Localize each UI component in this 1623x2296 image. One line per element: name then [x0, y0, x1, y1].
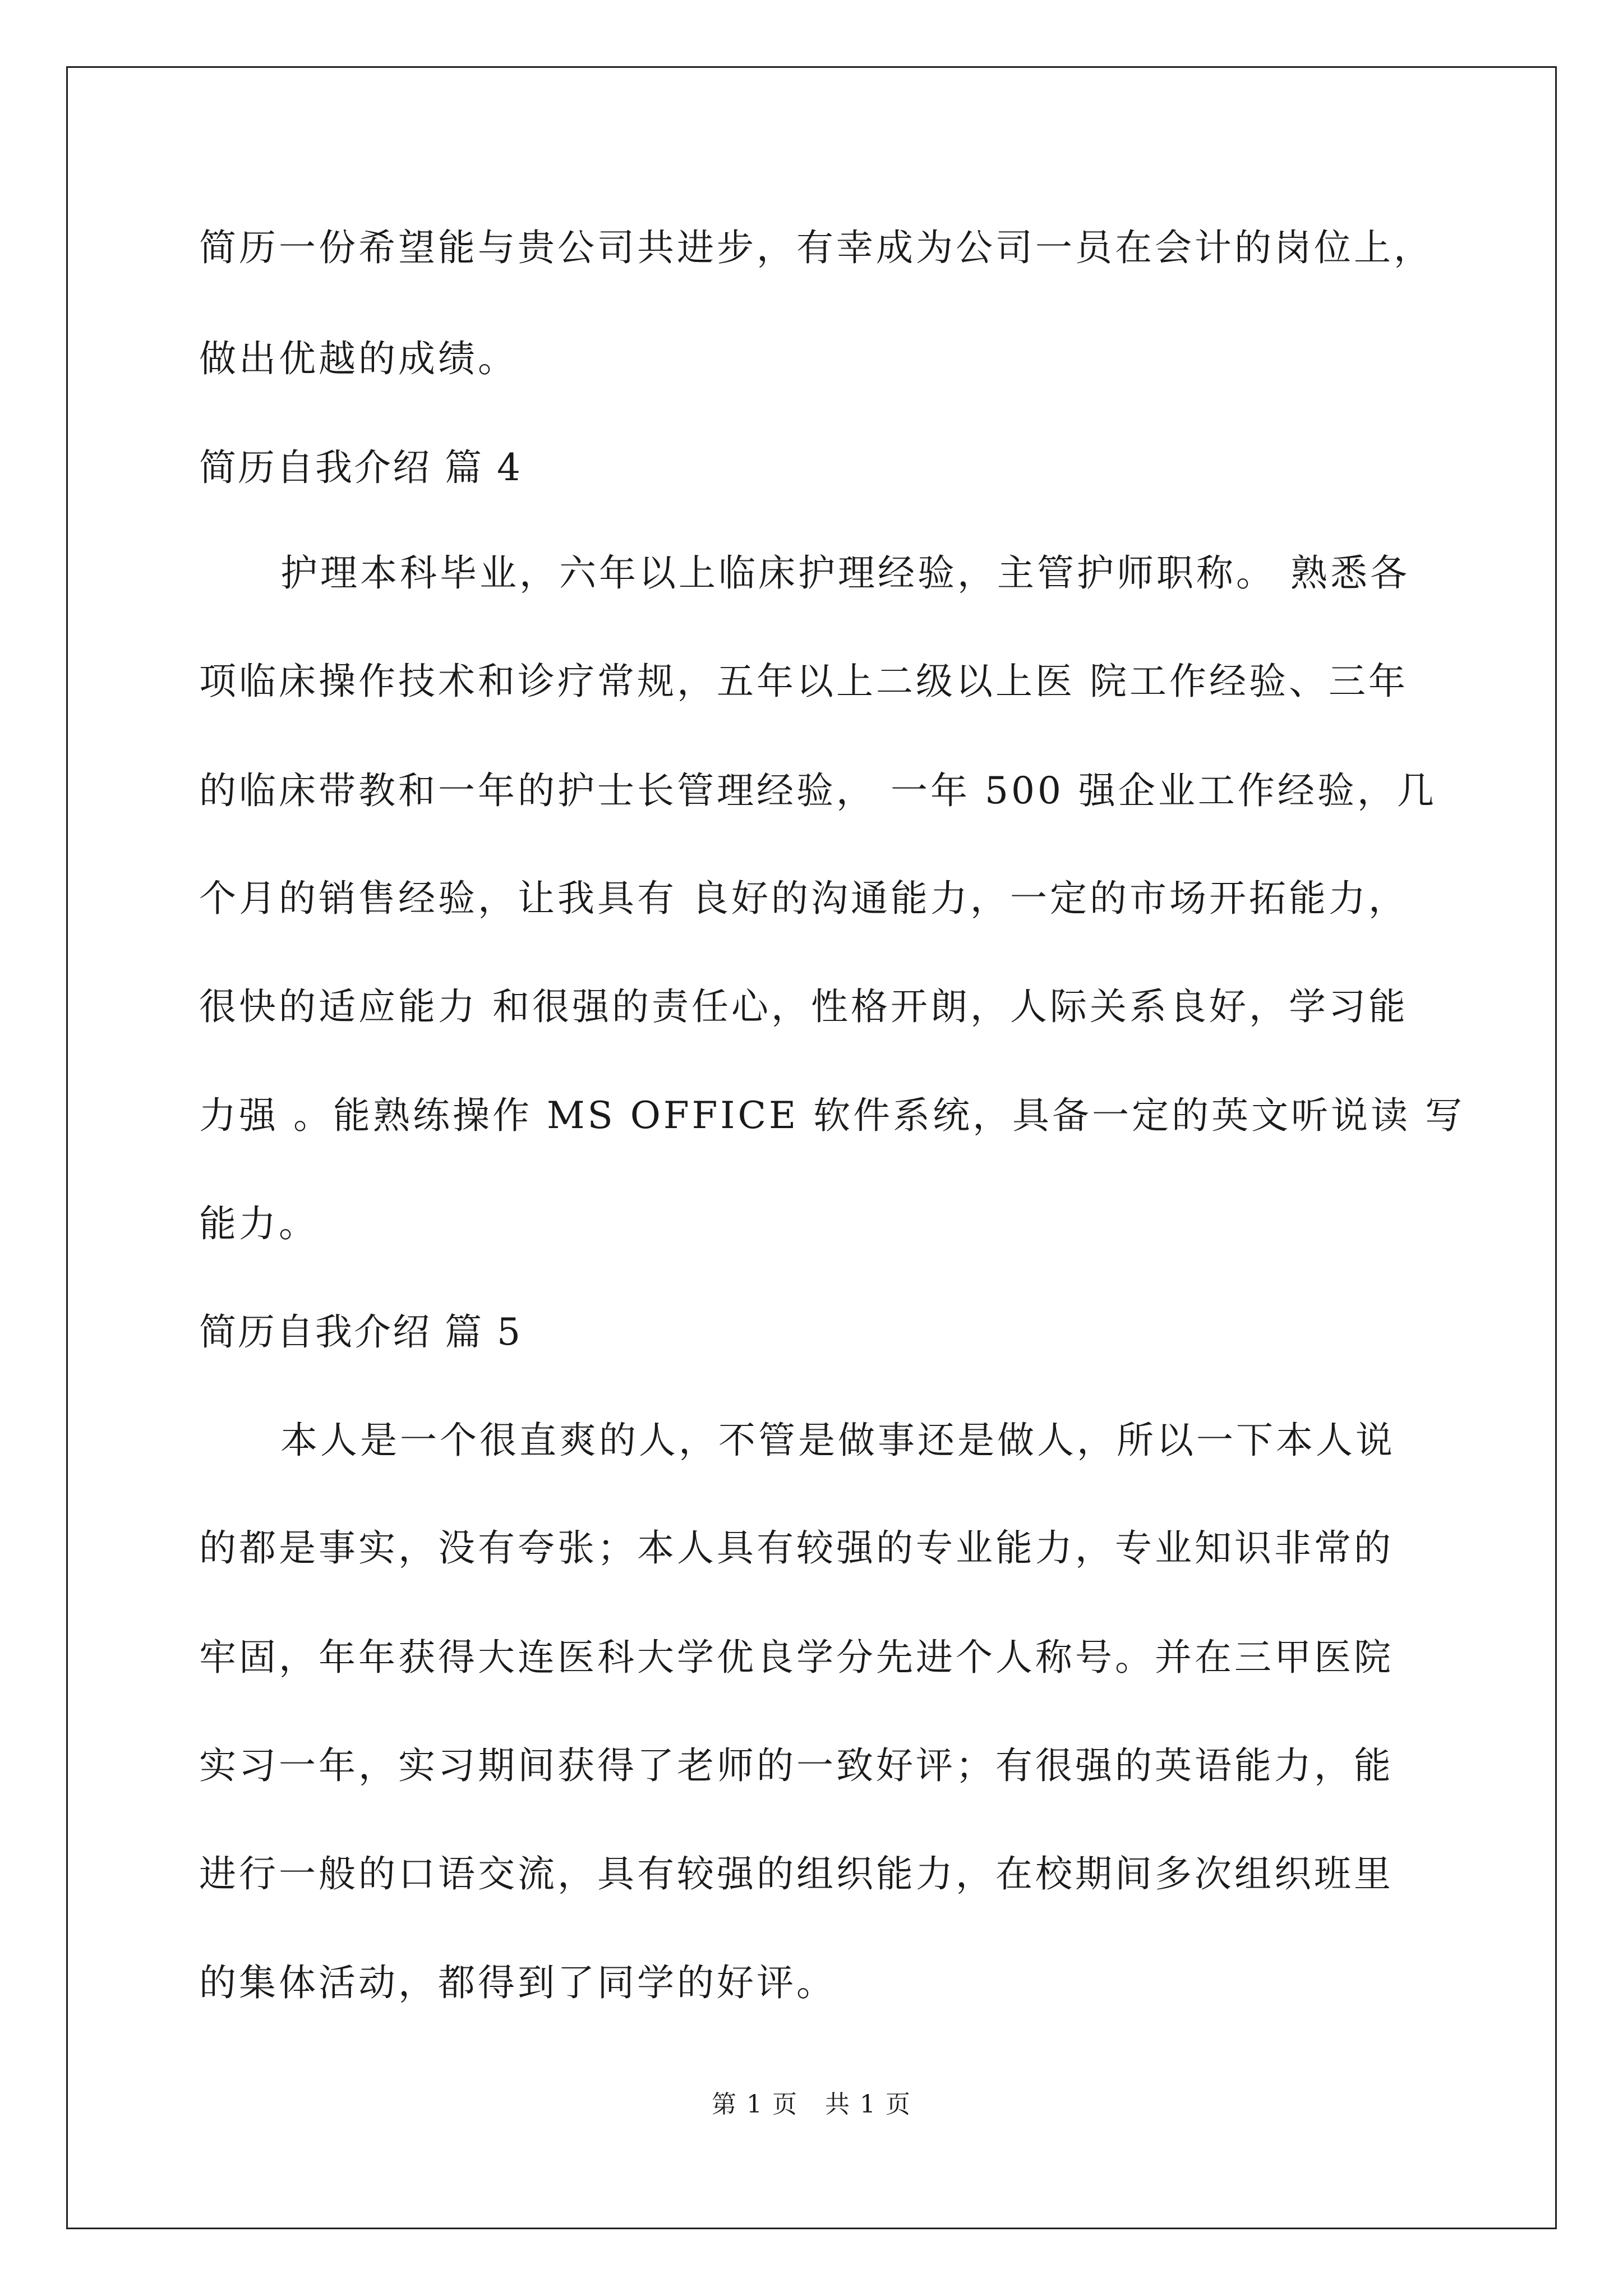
paragraph-line: 的临床带教和一年的护士长管理经验， 一年 500 强企业工作经验，几 — [199, 769, 1437, 812]
page-number: 第 1 页 共 1 页 — [712, 2090, 911, 2119]
paragraph-line: 项临床操作技术和诊疗常规，五年以上二级以上医 院工作经验、三年 — [199, 660, 1408, 703]
paragraph-line: 很快的适应能力 和很强的责任心，性格开朗，人际关系良好，学习能 — [199, 985, 1408, 1028]
section-heading: 简历自我介绍 篇 5 — [199, 1310, 522, 1354]
section-heading: 简历自我介绍 篇 4 — [199, 446, 522, 489]
paragraph-line: 实习一年，实习期间获得了老师的一致好评；有很强的英语能力，能 — [199, 1744, 1394, 1787]
paragraph-line: 简历一份希望能与贵公司共进步，有幸成为公司一员在会计的岗位上， — [199, 226, 1433, 269]
paragraph-line: 护理本科毕业，六年以上临床护理经验，主管护师职称。 熟悉各 — [280, 551, 1410, 595]
paragraph-line: 力强 。能熟练操作 MS OFFICE 软件系统，具备一定的英文听说读 写 — [199, 1094, 1465, 1137]
paragraph-line: 本人是一个很直爽的人，不管是做事还是做人，所以一下本人说 — [280, 1419, 1395, 1462]
paragraph-line: 能力。 — [199, 1202, 319, 1245]
paragraph-line: 进行一般的口语交流，具有较强的组织能力，在校期间多次组织班里 — [199, 1852, 1394, 1895]
paragraph-line: 的集体活动，都得到了同学的好评。 — [199, 1961, 836, 2004]
paragraph-line: 的都是事实，没有夸张；本人具有较强的专业能力，专业知识非常的 — [199, 1526, 1394, 1570]
paragraph-line: 个月的销售经验，让我具有 良好的沟通能力，一定的市场开拓能力， — [199, 877, 1408, 920]
paragraph-line: 做出优越的成绩。 — [199, 337, 518, 380]
paragraph-line: 牢固，年年获得大连医科大学优良学分先进个人称号。并在三甲医院 — [199, 1636, 1394, 1679]
page-border — [66, 66, 1557, 2229]
